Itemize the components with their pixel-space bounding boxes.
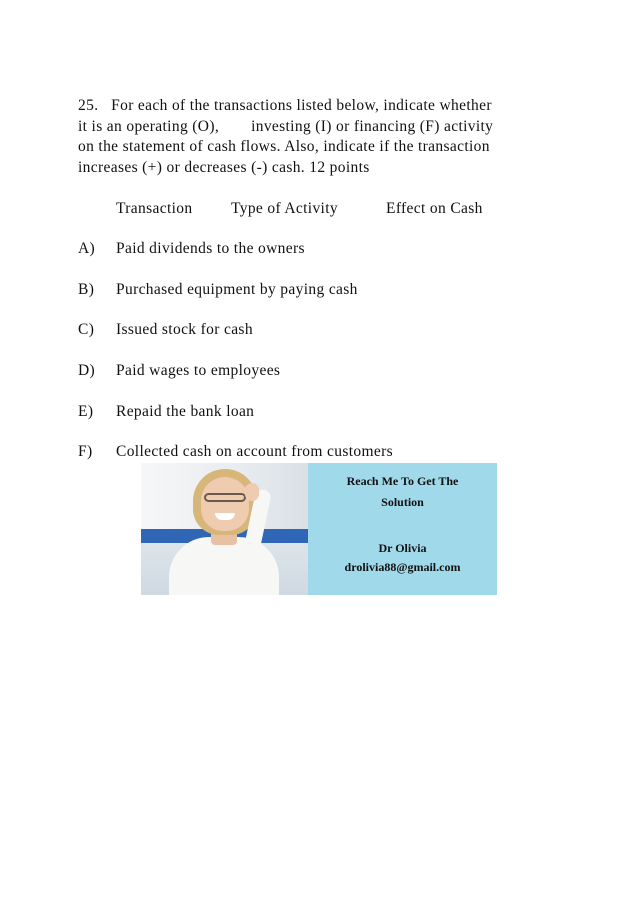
contact-banner <box>141 463 497 595</box>
question-line-4: increases (+) or decreases (-) cash. 12 points <box>78 158 370 176</box>
item-text: Paid wages to employees <box>116 362 281 379</box>
list-item <box>78 362 280 380</box>
glasses-icon <box>204 493 246 502</box>
item-letter: A) <box>78 240 96 257</box>
header-transaction: Transaction <box>116 200 193 217</box>
list-item <box>78 321 253 339</box>
woman-photo <box>141 463 308 595</box>
banner-headline: Reach Me To Get The <box>346 474 459 488</box>
contact-name: Dr Olivia <box>378 541 427 555</box>
list-item <box>78 403 254 421</box>
item-letter: C) <box>78 321 95 338</box>
list-item <box>78 443 393 461</box>
item-letter: D) <box>78 362 96 379</box>
item-text: Repaid the bank loan <box>116 403 255 420</box>
header-effect-on-cash: Effect on Cash <box>386 200 483 217</box>
item-letter: B) <box>78 281 95 298</box>
question-line-3: on the statement of cash flows. Also, indicate if the transaction <box>78 138 490 155</box>
banner-subline: Solution <box>381 495 424 509</box>
item-text: Issued stock for cash <box>116 321 253 338</box>
contact-panel <box>308 463 497 595</box>
list-item <box>78 281 358 299</box>
question-line-2: it is an operating (O), investing (I) or financing (F) activity <box>78 117 494 135</box>
item-text: Paid dividends to the owners <box>116 240 305 257</box>
item-text: Collected cash on account from customers <box>116 443 393 460</box>
question-line-1: 25. For each of the transactions listed below, indicate whether <box>78 97 492 114</box>
contact-email: drolivia88@gmail.com <box>344 560 461 574</box>
item-letter: E) <box>78 403 94 420</box>
question-number: 25. <box>78 97 99 114</box>
item-letter: F) <box>78 443 93 460</box>
list-item <box>78 240 305 258</box>
header-type-of-activity: Type of Activity <box>231 200 338 217</box>
item-text: Purchased equipment by paying cash <box>116 281 358 298</box>
question-text <box>78 96 568 178</box>
